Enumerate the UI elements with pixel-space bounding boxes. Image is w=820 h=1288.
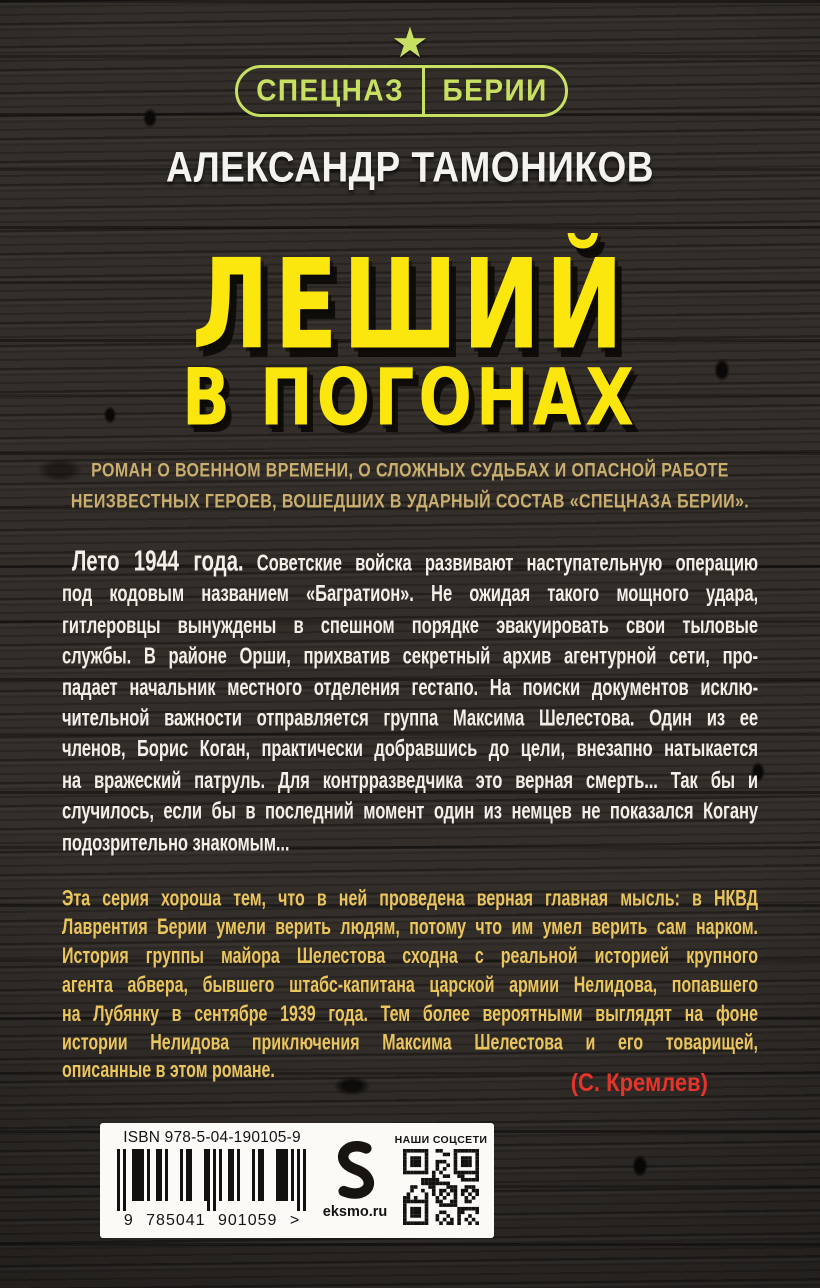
series-tagline xyxy=(0,456,820,517)
star-icon: ★ xyxy=(391,19,429,66)
text-line: агента абвера, бывшего штабс-капитана царской армии Нелидова, попавшего xyxy=(62,973,758,997)
socials-block xyxy=(394,1134,488,1225)
series-badge xyxy=(235,65,568,117)
series-badge-left-label: СПЕЦНАЗ xyxy=(256,73,405,108)
barcode-image xyxy=(117,1149,307,1211)
text-line: падает начальник местного отделения гестапо. На поиски документов исклю- xyxy=(62,673,758,701)
text-line: гитлеровцы вынуждены в спешном порядке эвакуировать свои тыловые xyxy=(62,611,758,639)
text-line: Лаврентия Берии умели верить людям, потому что им умел верить сам нарком. xyxy=(62,916,758,940)
review-signature: (С. Кремлев) xyxy=(570,1068,708,1097)
synopsis-first-line-rest: Советские войска развивают наступательную операцию xyxy=(256,549,758,577)
text-line: истории Нелидова приключения Максима Шелестова и его товарищей, xyxy=(62,1031,758,1055)
text-line: Эта серия хороша тем, что в ней проведена верная главная мысль: в НКВД xyxy=(62,887,758,911)
publisher-logo-block xyxy=(312,1140,398,1220)
review-quote xyxy=(62,886,758,1087)
text-line: на вражеский патруль. Для контрразведчика это верная смерть... Так бы и xyxy=(62,766,758,794)
text-line: службы. В районе Орши, прихватив секретный архив агентурной сети, про- xyxy=(62,642,758,670)
author-name: АЛЕКСАНДР ТАМОНИКОВ xyxy=(166,144,654,191)
text-line: РОМАН О ВОЕННОМ ВРЕМЕНИ, О СЛОЖНЫХ СУДЬБАХ И ОПАСНОЙ РАБОТЕ xyxy=(91,460,729,482)
socials-label: НАШИ СОЦСЕТИ xyxy=(394,1134,488,1146)
synopsis-lead: Лето 1944 года. xyxy=(72,545,244,578)
text-line: описанные в этом романе. xyxy=(62,1059,275,1084)
isbn-barcode-block xyxy=(114,1129,310,1230)
eksmo-logo-icon xyxy=(330,1140,380,1202)
publisher-info-box xyxy=(100,1123,494,1238)
isbn-label: ISBN 978-5-04-190105-9 xyxy=(123,1129,301,1146)
text-line: под кодовым названием «Багратион». Не ожидая такого мощного удара, xyxy=(62,580,758,608)
book-title-line2: В ПОГОНАХ xyxy=(182,352,638,444)
synopsis-lines xyxy=(62,579,758,858)
text-line: чительной важности отправляется группа Максима Шелестова. Один из ее xyxy=(62,704,758,732)
synopsis-first-line xyxy=(62,547,758,579)
publisher-site-label: eksmo.ru xyxy=(322,1203,388,1220)
qr-code-image xyxy=(403,1149,479,1225)
text-line: на Лубянку в сентябре 1939 года. Тем более вероятными выглядят на фоне xyxy=(62,1002,758,1026)
text-line: подозрительно знакомым... xyxy=(62,829,290,856)
barcode-digits: 9 785041 901059 > xyxy=(123,1212,301,1229)
text-line: случилось, если бы в последний момент один из немцев не показался Когану xyxy=(62,798,758,825)
text-line: История группы майора Шелестова сходна с реальной историей крупного xyxy=(62,944,758,969)
book-title-line1: ЛЕШИЙ xyxy=(191,233,629,377)
synopsis-text xyxy=(62,547,758,859)
series-badge-right-label: БЕРИИ xyxy=(442,73,548,108)
text-line: НЕИЗВЕСТНЫХ ГЕРОЕВ, ВОШЕДШИХ В УДАРНЫЙ СОСТАВ «СПЕЦНАЗА БЕРИИ». xyxy=(70,491,750,512)
text-line: членов, Борис Коган, практически добравшись до цели, внезапно натыкается xyxy=(62,735,758,763)
